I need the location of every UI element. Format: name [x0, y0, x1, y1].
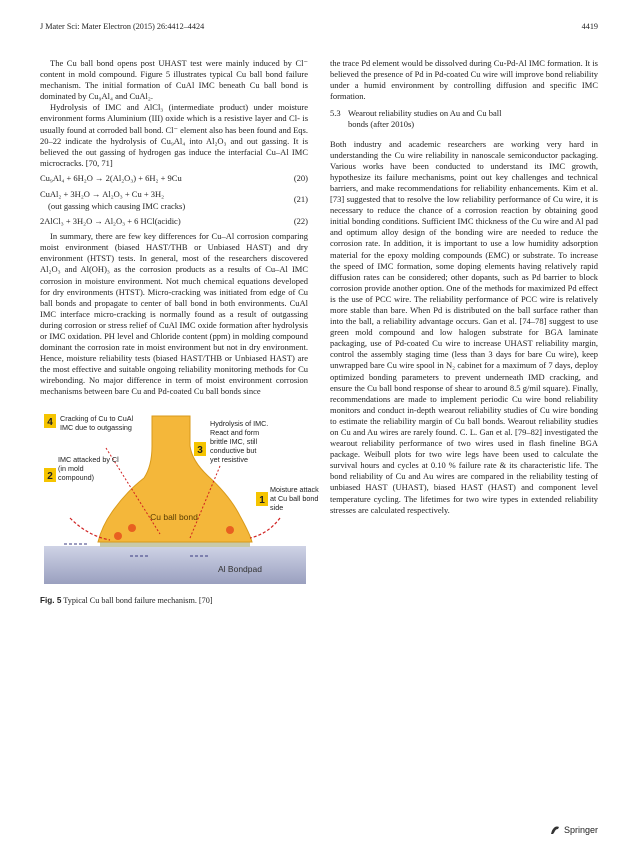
equation-number: (20)	[293, 172, 308, 183]
paragraph: In summary, there are few key differences for Cu–Al corrosion comparing moist environment (biased HAST/THB or Unbiased HAST) and dry environment (HTST) tests. In general, most of the researchers discovered Al₂O₃ and Al(OH)₃ as the corrosion products as a results of Cu–Al IMC corrosion in moisture environment. Not much chemical equations developed for dry environments (HTST). Micro-cracking was initiated from edge of Cu ball bonds and propagate to center of ball bond in both environments. CuAl IMC interface micro-cracking is normally found as a result of outgassing during corrosion or stress relief of CuAl IMC oxide formation after hydrolysis or IMC oxidation. PH level and Chloride content (ppm) in molding compound dominant the corrosion rate in moist environment but not in dry environment. Hence, moisture reliability tests (biased HAST/THB or Unbiased HAST) are the most effective and suitable ongoing reliability monitoring methods for Cu wirebonding. No major difference in term of moist environment corrosion mechanisms between bare Cu and Pd-coated Cu ball bonds since	[40, 231, 308, 397]
step-3-text: conductive but	[210, 445, 257, 455]
step-1-text: at Cu ball bond	[270, 493, 319, 503]
chloride-ion-icon	[114, 532, 122, 540]
equation-21	[40, 188, 308, 212]
chloride-ion-icon	[226, 526, 234, 534]
equation-number: (22)	[293, 216, 308, 227]
caption-text: Typical Cu ball bond failure mechanism. [70]	[63, 595, 213, 605]
bondpad-label: Al Bondpad	[218, 563, 262, 574]
figure-5	[40, 406, 319, 605]
step-2-text: IMC attacked by Cl	[58, 454, 119, 464]
equation-note: (out gassing which causing IMC cracks)	[48, 201, 186, 212]
caption-label: Fig. 5	[40, 595, 62, 605]
publisher-name: Springer	[563, 825, 598, 835]
step-3-text: Hydrolysis of IMC.	[210, 418, 269, 428]
section-title: Wearout reliability studies on Au and Cu ball	[348, 108, 502, 119]
left-column	[40, 58, 319, 605]
equation-body: CuAl₂ + 3H₂O → Al₂O₃ + Cu + 3H₂	[40, 189, 165, 200]
step-3-number: 3	[197, 444, 203, 456]
step-3-text: brittle IMC, still	[210, 436, 258, 446]
equation-body: Cu₉Al₄ + 6H₂O → 2(Al₂O₃) + 6H₂ + 9Cu	[40, 172, 182, 183]
step-4-number: 4	[47, 416, 53, 428]
section-title: bonds (after 2010s)	[348, 119, 415, 130]
paragraph: Both industry and academic researchers are working very hard in understanding the Cu wire reliability in nanoscale semiconductor packaging. Various works have been conducted to understand its IMC growth, hypothesize its failure mechanisms, point out key challenges and technical barriers, and make recommendations for reliability enhancements. Kim et al. [73] suggested that to resolve the low reliability performance of Cu wire, it is necessary to reduce the chance of a corrosion reaction by obtaining good initial bonding conditions. Sufficient IMC thickness of the Cu wire and Al pad and optimum alloy design of the bonding wire are needed to reduce the corrosion rate. In addition, it is important to use a low humidity adsorption material for the epoxy molding compounds (EMC) or substrate. To increase the speed of IMC formation, some doping elements having relatively rapid diffusion rates can be considered; other dopants, such as Pd barrier to block corrosion provide another option. One of the methods for maximized Pd effect is the use of PCC wire. The reliability performance of PCC wire is relatively more stable than bare. When Pd is distributed on the ball surface rather than into the ball, a reliability advantage occurs. Gan et al. [74–78] suggest to use green mold compound and low halogen substrate for BGA laminate packaging, use of Pd-coated Cu wire to increase UHAST reliability margin, control the assembly staging time (less than 3 days for bare Cu wire), keep unwrapped bare Cu wire spool in N₂ cabinet for a maximum of 7 days, deploy optimized bonding parameters to prevent underneath IMD cracking, and ensure the Cu ball bond response of shear to around 8.5 g/mil square). Finally, recommendations are made to implement periodic Cu wire bond reliability monitors and conduct in-depth wearout reliability studies of Cu wire bonding to estimate the reliability margin of Cu ball bonds. Wearout reliability studies on Cu and Au wires are rarely found. C. L. Gan et al. [79–82] investigated the wearout reliability performance of two wires used in flash fineline BGA package. Weibull plots for two wire legs have been used to calculate the survival hours and cycles at 0.10 % failure rate & its characteristic life. The bond reliability of Cu and Au wires are compared in the reliability testing of unbiased HAST (UHAST), biased HAST (HAST) and component level temperature cycling. The lifetimes for two wire types in extended reliability stresses are calculated respectively.	[330, 138, 598, 515]
right-column	[330, 58, 598, 516]
section-number: 5.3	[330, 108, 341, 119]
bondpad-shape	[44, 546, 306, 584]
step-4-text: Cracking of Cu to CuAl	[60, 413, 134, 423]
equation-number: (21)	[293, 194, 308, 205]
step-3-text: React and form	[210, 427, 260, 437]
chloride-ion-icon	[128, 524, 136, 532]
running-header	[40, 22, 598, 34]
paragraph: The Cu ball bond opens post UHAST test were mainly induced by Cl⁻ content in mold compound. Figure 5 illustrates typical Cu ball bond failure mechanism. The initial formation of CuAl IMC beneath Cu ball bond is dominated by Cu₉Al₄ and CuAl₂.	[40, 58, 308, 102]
step-2-number: 2	[47, 470, 53, 482]
section-heading	[330, 108, 598, 130]
equation-22	[40, 216, 308, 227]
step-2-text: (in mold	[58, 463, 84, 473]
step-4-text: IMC due to outgassing	[60, 422, 132, 432]
moisture-arrow	[250, 518, 280, 538]
step-1-number: 1	[259, 494, 265, 506]
springer-horse-icon	[549, 824, 561, 836]
step-1-text: Moisture attack	[270, 484, 319, 494]
failure-mechanism-diagram	[40, 406, 319, 586]
step-1-text: side	[270, 502, 284, 512]
figure-caption	[40, 595, 308, 606]
ball-bond-label: Cu ball bond	[150, 511, 198, 522]
step-3-text: yet resistive	[210, 454, 248, 464]
equation-body: 2AlCl₃ + 3H₂O → Al₂O₃ + 6 HCl(acidic)	[40, 216, 181, 227]
publisher-footer	[549, 824, 598, 836]
equation-20	[40, 173, 308, 184]
step-2-text: compound)	[58, 472, 94, 482]
paragraph: the trace Pd element would be dissolved during Cu-Pd-Al IMC formation. It is believed the presence of Pd in Pd-coated Cu wire will improve bond reliability under a humid environment by controlling diffusion and specific IMC formation.	[330, 58, 598, 102]
journal-citation: J Mater Sci: Mater Electron (2015) 26:4412–4424	[40, 22, 205, 31]
page-number: 4419	[581, 22, 598, 31]
paragraph: Hydrolysis of IMC and AlCl₃ (intermediate product) under moisture environment forms Aluminium (III) oxide which is a resistive layer and Cl- is usually found at corroded ball bond. Cl⁻ element also has been found and Eqs. 20–22 indicate the hydrolysis of Cu₉Al₄ into Al₂O₃ and out gassing. It is believed the out gassing of hydrogen gas induce the interfacial Cu–Al IMC microcracks. [70, 71]	[40, 102, 308, 168]
